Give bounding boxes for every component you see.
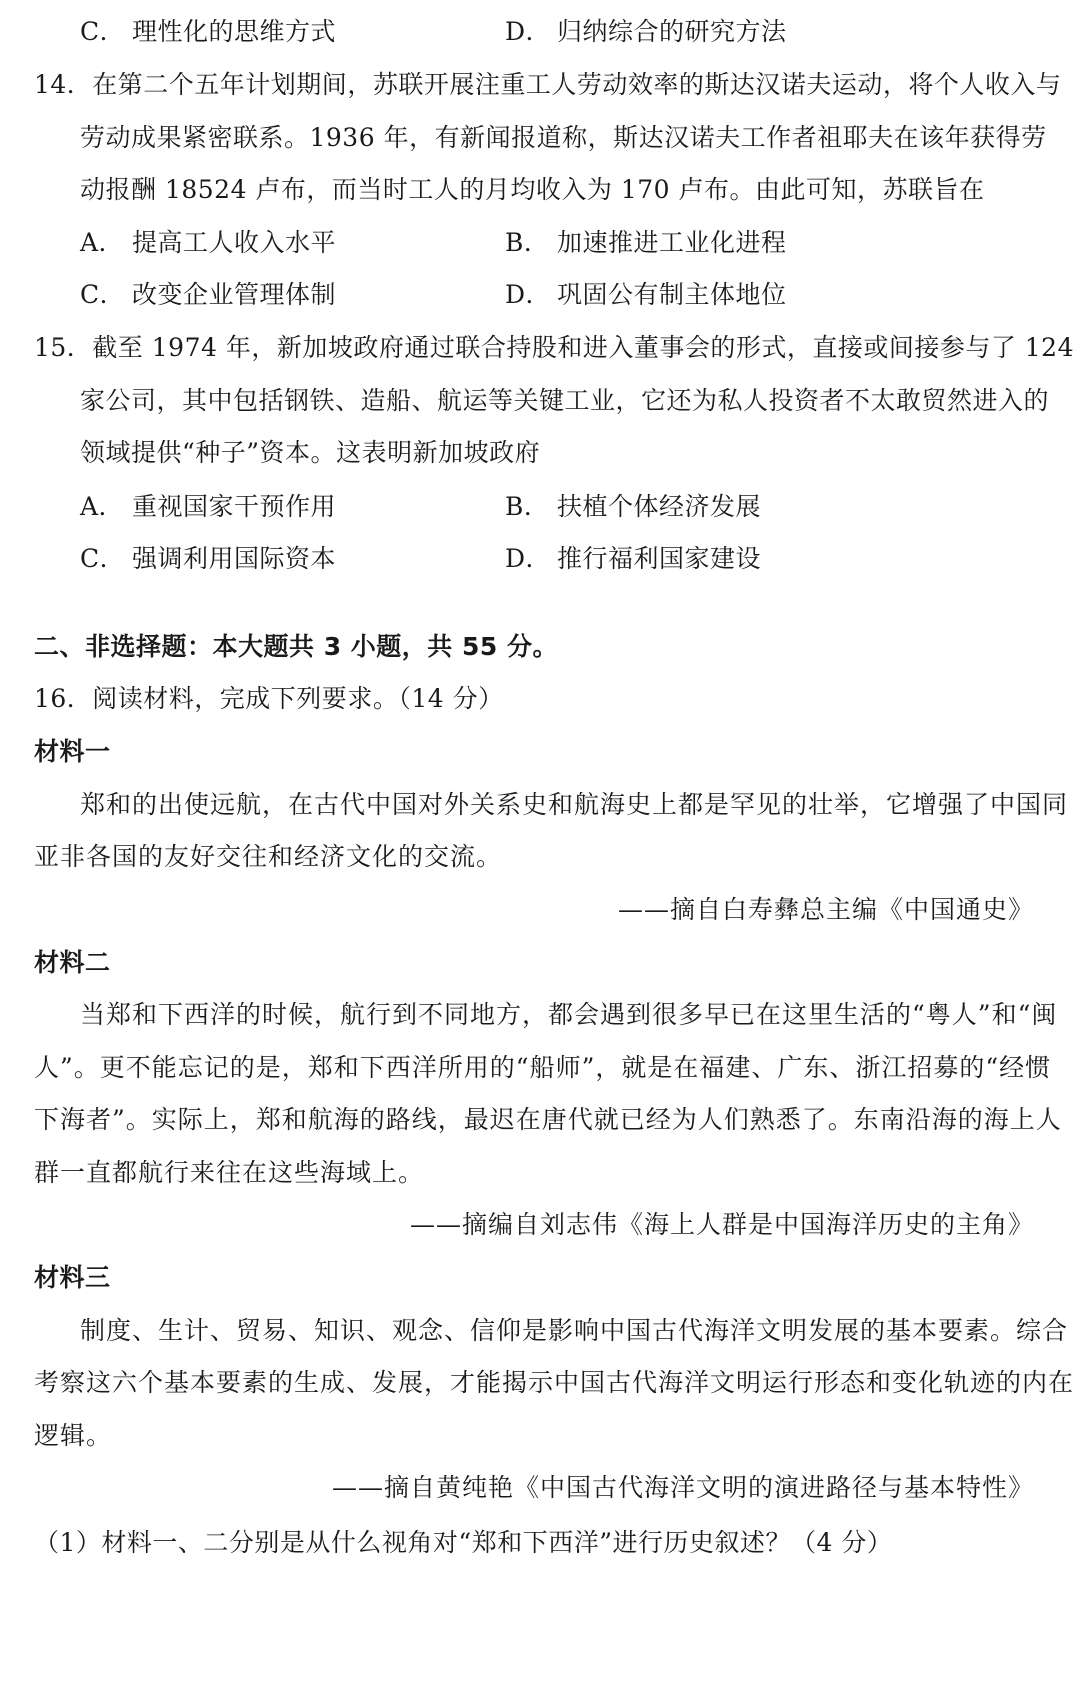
option-letter: B．	[505, 492, 550, 521]
option-text: 推行福利国家建设	[557, 544, 762, 573]
material-1-line-1: 郑和的出使远航，在古代中国对外关系史和航海史上都是罕见的壮举，它增强了中国同	[80, 790, 1069, 819]
material-3-line-3: 逻辑。	[34, 1421, 113, 1450]
option-letter: C．	[80, 544, 126, 573]
material-2-line-1: 当郑和下西洋的时候，航行到不同地方，都会遇到很多早已在这里生活的“粤人”和“闽	[80, 1000, 1058, 1029]
material-1-line-2: 亚非各国的友好交往和经济文化的交流。	[34, 842, 503, 871]
option-text: 改变企业管理体制	[132, 280, 337, 309]
option-text: 加速推进工业化进程	[557, 228, 787, 257]
option-letter: D．	[505, 280, 552, 309]
material-3-line-1: 制度、生计、贸易、知识、观念、信仰是影响中国古代海洋文明发展的基本要素。综合	[80, 1316, 1069, 1345]
material-1-title: 材料一	[34, 737, 111, 766]
option-letter: C．	[80, 17, 126, 46]
option-text: 巩固公有制主体地位	[557, 280, 787, 309]
q15-option-d	[505, 542, 761, 576]
option-letter: A．	[80, 228, 125, 257]
q14-option-c	[80, 278, 336, 312]
q14-stem-line-1: 14．在第二个五年计划期间，苏联开展注重工人劳动效率的斯达汉诺夫运动，将个人收入与	[34, 70, 1062, 99]
option-text: 归纳综合的研究方法	[557, 17, 787, 46]
q14-option-a	[80, 226, 336, 260]
material-3-title: 材料三	[34, 1263, 111, 1292]
material-2-source: ——摘编自刘志伟《海上人群是中国海洋历史的主角》	[409, 1210, 1034, 1239]
q15-option-a	[80, 490, 336, 524]
option-letter: C．	[80, 280, 126, 309]
q15-stem-line-1: 15．截至 1974 年，新加坡政府通过联合持股和进入董事会的形式，直接或间接参与了 124	[34, 333, 1074, 362]
q15-option-c	[80, 542, 336, 576]
material-2-line-3: 下海者”。实际上，郑和航海的路线，最迟在唐代就已经为人们熟悉了。东南沿海的海上人	[34, 1105, 1062, 1134]
material-1-source: ——摘自白寿彝总主编《中国通史》	[617, 895, 1034, 924]
material-2-line-4: 群一直都航行来往在这些海域上。	[34, 1158, 425, 1187]
q16-intro: 16．阅读材料，完成下列要求。（14 分）	[34, 684, 504, 713]
q13-option-c	[80, 15, 336, 49]
material-2-line-2: 人”。更不能忘记的是，郑和下西洋所用的“船师”，就是在福建、广东、浙江招募的“经惯	[34, 1053, 1052, 1082]
material-3-source: ——摘自黄纯艳《中国古代海洋文明的演进路径与基本特性》	[331, 1473, 1034, 1502]
q15-stem-line-2: 家公司，其中包括钢铁、造船、航运等关键工业，它还为私人投资者不太敢贸然进入的	[80, 386, 1050, 415]
option-letter: B．	[505, 228, 550, 257]
option-text: 重视国家干预作用	[132, 492, 337, 521]
q13-option-d	[505, 15, 787, 49]
q14-stem-line-3: 动报酬 18524 卢布，而当时工人的月均收入为 170 卢布。由此可知，苏联旨在	[80, 175, 985, 204]
option-text: 扶植个体经济发展	[557, 492, 762, 521]
material-2-title: 材料二	[34, 948, 111, 977]
section-heading: 二、非选择题：本大题共 3 小题，共 55 分。	[34, 632, 559, 661]
option-letter: D．	[505, 17, 552, 46]
q16-subquestion-1: （1）材料一、二分别是从什么视角对“郑和下西洋”进行历史叙述？（4 分）	[34, 1528, 893, 1557]
q15-stem-line-3: 领域提供“种子”资本。这表明新加坡政府	[80, 438, 541, 467]
option-text: 强调利用国际资本	[132, 544, 337, 573]
q14-option-b	[505, 226, 787, 260]
option-letter: D．	[505, 544, 552, 573]
q14-option-d	[505, 278, 787, 312]
q14-stem-line-2: 劳动成果紧密联系。1936 年，有新闻报道称，斯达汉诺夫工作者祖耶夫在该年获得劳	[80, 123, 1047, 152]
option-text: 提高工人收入水平	[132, 228, 337, 257]
material-3-line-2: 考察这六个基本要素的生成、发展，才能揭示中国古代海洋文明运行形态和变化轨迹的内在	[34, 1368, 1075, 1397]
option-text: 理性化的思维方式	[132, 17, 337, 46]
q15-option-b	[505, 490, 761, 524]
option-letter: A．	[80, 492, 125, 521]
